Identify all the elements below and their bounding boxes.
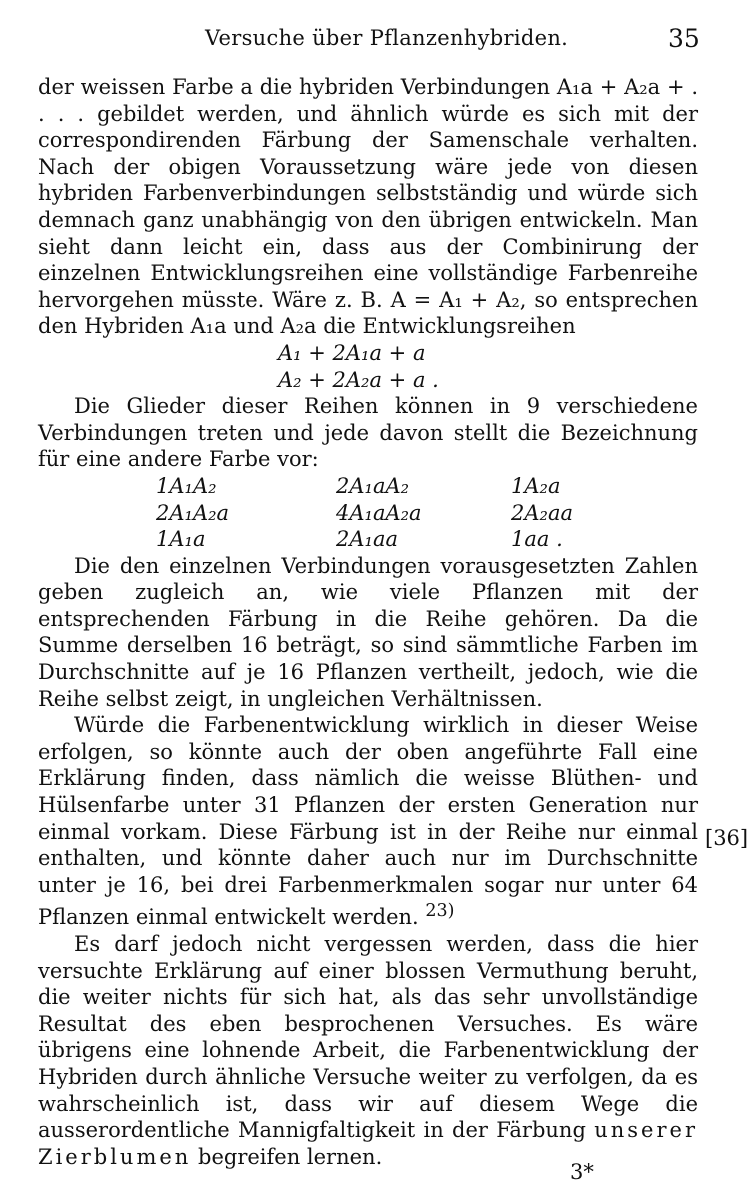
page-header (0, 20, 756, 56)
development-series (278, 340, 698, 393)
paragraph-numbers: Die den einzelnen Verbindungen vorausgesetzten Zahlen geben zugleich an, wie viele Pflanzen mit der entsprechenden Färbung in die Reihe gehören. Da die Summe derselben 16 beträgt, so sind sämmtliche Farben im Durchschnitte auf je 16 Pflanzen vertheilt, jedoch, wie die Reihe selbst zeigt, in ungleichen Verhältnissen. (38, 553, 698, 711)
paragraph-conclusion-text: Es darf jedoch nicht vergessen werden, dass die hier versuchte Erklärung auf einer blossen Vermuthung beruht, die weiter nichts für sich hat, als das sehr unvollständige Resultat des eben besprochenen Versuches. Es wäre übrigens eine lohnende Arbeit, die Farbenentwicklung der Hybriden durch ähnliche Versuche weiter zu verfolgen, da es wahrscheinlich ist, dass wir auf diesem Wege die ausserordentliche Mannigfaltigkeit in der Färbung (38, 932, 698, 1143)
running-title: Versuche über Pflanzenhybriden. (205, 26, 569, 50)
margin-page-reference: [36] (705, 826, 749, 850)
table-cell: 4A₁aA₂a (336, 500, 422, 525)
table-cell: 1aa . (511, 527, 563, 552)
paragraph-conclusion-end: begreifen lernen. (198, 1144, 383, 1169)
footnote-reference: 23) (425, 901, 455, 922)
table-cell: 1A₂a (511, 473, 561, 498)
table-cell: 2A₁aA₂ (336, 473, 410, 498)
table-cell: 1A₁a (156, 527, 206, 552)
body-text (38, 74, 698, 1170)
paragraph-hypothesis-text: Würde die Farbenentwicklung wirklich in dieser Weise erfolgen, so könnte auch der oben angeführte Fall eine Erklärung finden, dass nämlich die weisse Blüthen- und Hülsenfarbe unter 31 Pflanzen der ersten Generation nur einmal vorkam. Diese Färbung ist in der Reihe nur einmal enthalten, und könnte daher auch nur im Durchschnitte unter je 16, bei drei Farbenmerkmalen sogar nur unter 64 Pflanzen einmal entwickelt werden. (38, 713, 698, 930)
table-row (156, 473, 573, 500)
combinations-table (156, 473, 573, 553)
table-row (156, 500, 573, 527)
paragraph-conclusion (38, 931, 698, 1170)
page-number: 35 (668, 24, 700, 53)
table-row (156, 526, 573, 553)
series-line-2: A₂ + 2A₂a + a . (278, 367, 439, 392)
series-line-1: A₁ + 2A₁a + a (278, 340, 426, 365)
signature-mark: 3* (570, 1160, 594, 1184)
spaced-emphasis: unserer Zierblumen (38, 1118, 698, 1169)
table-cell: 2A₁A₂a (156, 500, 230, 525)
paragraph-combinations-intro: Die Glieder dieser Reihen können in 9 verschiedene Verbindungen treten und jede davon stellt die Bezeichnung für eine andere Farbe vor: (38, 394, 698, 472)
paragraph-continuation: der weissen Farbe a die hybriden Verbindungen A₁a + A₂a + . . . . gebildet werden, und ähnlich würde es sich mit der correspondirenden Färbung der Samenschale verhalten. Nach der obigen Voraussetzung wäre jede von diesen hybriden Farbenverbindungen selbstständig und würde sich demnach ganz unabhängig von den übrigen entwickeln. Man sieht dann leicht ein, dass aus der Combinirung der einzelnen Entwicklungsreihen eine vollständige Farbenreihe hervorgehen müsste. Wäre z. B. A = A₁ + A₂, so entsprechen den Hybriden A₁a und A₂a die Entwicklungsreihen (38, 75, 698, 339)
table-cell: 1A₁A₂ (156, 473, 217, 498)
paragraph-hypothesis (38, 712, 698, 931)
table-cell: 2A₁aa (336, 527, 398, 552)
table-cell: 2A₂aa (511, 500, 573, 525)
